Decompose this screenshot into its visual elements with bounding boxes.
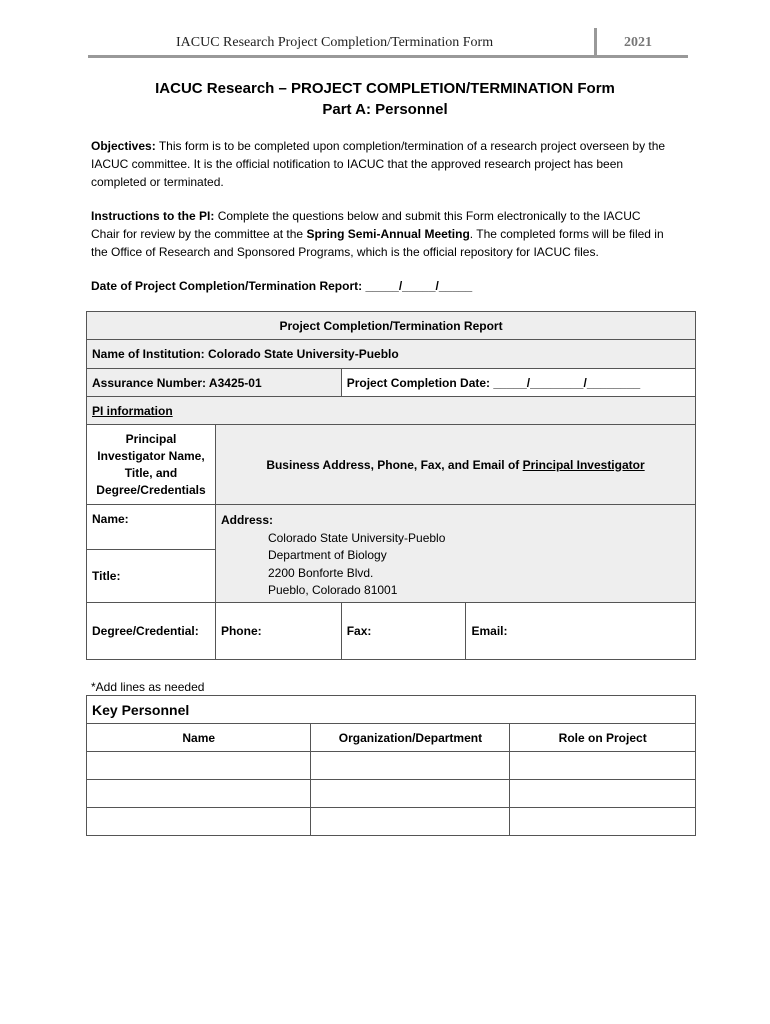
address-label: Address:: [220, 513, 273, 527]
address-line: 2200 Bonforte Blvd.: [267, 565, 374, 580]
table-row: [87, 808, 696, 836]
address-cell: [215, 505, 695, 603]
instructions-text-2: . The completed forms will be filed in the Office of Research and Sponsored Programs, which is the official repository for IACUC files.: [91, 227, 664, 259]
objectives-text: This form is to be completed upon completion/termination of a research project overseen by the IACUC committee. It is the official notification to IACUC that the approved research project has been completed or terminated.: [91, 139, 666, 189]
email-label: Email:: [471, 624, 508, 638]
instructions-label: Instructions to the PI:: [91, 209, 215, 223]
completion-date-field[interactable]: Project Completion Date: _____/________/________: [341, 369, 695, 397]
pi-title-field[interactable]: [87, 550, 216, 603]
address-block: [221, 530, 690, 600]
header-year: 2021: [624, 35, 652, 50]
instructions-paragraph: [91, 207, 671, 261]
column-header-name: Name: [87, 724, 311, 752]
pi-column-header: Principal Investigator Name, Title, and Degree/Credentials: [87, 425, 216, 505]
phone-field[interactable]: [215, 603, 341, 660]
report-heading: Project Completion/Termination Report: [87, 312, 696, 340]
header-rule: [88, 55, 688, 58]
column-header-organization: Organization/Department: [311, 724, 510, 752]
table-row: [87, 752, 696, 780]
address-line: Pueblo, Colorado 81001: [267, 583, 398, 597]
email-field[interactable]: [466, 603, 696, 660]
role-cell[interactable]: [510, 780, 696, 808]
completion-report-table: [86, 311, 696, 660]
assurance-number: Assurance Number: A3425-01: [87, 369, 342, 397]
organization-cell[interactable]: [311, 780, 510, 808]
pi-degree-field[interactable]: [87, 603, 216, 660]
key-personnel-table: [86, 695, 696, 836]
header-title: IACUC Research Project Completion/Termination Form: [176, 35, 494, 50]
address-column-header: [215, 425, 695, 505]
address-header-prefix: Business Address, Phone, Fax, and Email of: [266, 457, 523, 472]
add-lines-note: *Add lines as needed: [91, 680, 205, 694]
instructions-meeting: Spring Semi-Annual Meeting: [306, 227, 470, 241]
role-cell[interactable]: [510, 808, 696, 836]
pi-info-label: PI information: [92, 403, 173, 418]
pi-name-label: Name:: [92, 512, 129, 526]
role-cell[interactable]: [510, 752, 696, 780]
pi-title-label: Title:: [92, 569, 121, 583]
address-header-pi: Principal Investigator: [522, 457, 645, 472]
form-subtitle: Part A: Personnel: [322, 101, 448, 118]
fax-field[interactable]: [341, 603, 466, 660]
fax-label: Fax:: [346, 624, 372, 638]
name-cell[interactable]: [87, 780, 311, 808]
phone-label: Phone:: [220, 624, 262, 638]
address-line: Colorado State University-Pueblo: [267, 530, 446, 545]
institution-name: Name of Institution: Colorado State University-Pueblo: [87, 340, 696, 369]
page-header: [88, 28, 688, 58]
header-divider: [594, 28, 597, 56]
name-cell[interactable]: [87, 752, 311, 780]
organization-cell[interactable]: [311, 808, 510, 836]
pi-degree-label: Degree/Credential:: [92, 624, 199, 638]
form-title: IACUC Research – PROJECT COMPLETION/TERMINATION Form: [155, 80, 615, 97]
objectives-label: Objectives:: [91, 139, 156, 153]
key-personnel-heading: Key Personnel: [87, 696, 696, 724]
table-row: [87, 780, 696, 808]
name-cell[interactable]: [87, 808, 311, 836]
pi-name-field[interactable]: [87, 505, 216, 550]
instructions-text-1: Complete the questions below and submit this Form electronically to the IACUC Chair for review by the committee at the: [91, 209, 641, 241]
organization-cell[interactable]: [311, 752, 510, 780]
pi-info-heading: [87, 397, 696, 425]
date-line[interactable]: Date of Project Completion/Termination Report: _____/_____/_____: [91, 279, 473, 293]
address-line: Department of Biology: [267, 548, 387, 562]
objectives-paragraph: [91, 137, 671, 191]
column-header-role: Role on Project: [510, 724, 696, 752]
